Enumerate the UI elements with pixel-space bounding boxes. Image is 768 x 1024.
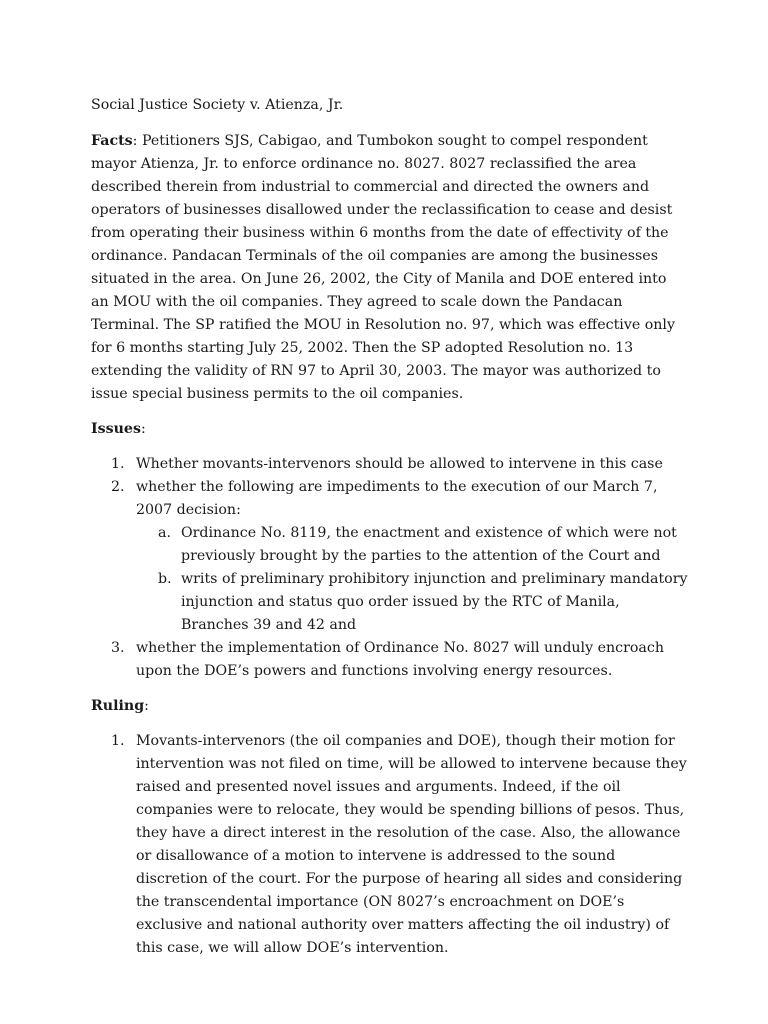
facts-label: Facts (91, 133, 133, 149)
issue-item-2 (91, 476, 688, 637)
issues-list (91, 453, 688, 683)
issue-text-2: whether the following are impediments to the execution of our March 7, 2007 decision: (136, 479, 658, 518)
issue-2-subitem-a-text: Ordinance No. 8119, the enactment and existence of which were not previously brought by the parties to the attention of the Court and (181, 525, 677, 564)
issues-heading (91, 418, 688, 441)
issue-text-1: Whether movants-intervenors should be allowed to intervene in this case (136, 456, 663, 472)
issues-label: Issues (91, 421, 141, 437)
facts-text: : Petitioners SJS, Cabigao, and Tumbokon sought to compel respondent mayor Atienza, Jr. to enforce ordinance no. 8027. 8027 reclassified the area described therein from industrial to commercial and directed the owners and operators of businesses disallowed under the reclassification to cease and desist from operating their business within 6 months from the date of effectivity of the ordinance. Pandacan Terminals of the oil companies are among the businesses situated in the area. On June 26, 2002, the City of Manila and DOE entered into an MOU with the oil companies. They agreed to scale down the Pandacan Terminal. The SP ratified the MOU in Resolution no. 97, which was effective only for 6 months starting July 25, 2002. Then the SP adopted Resolution no. 13 extending the validity of RN 97 to April 30, 2003. The mayor was authorized to issue special business permits to the oil companies. (91, 133, 675, 402)
ruling-item-1 (91, 730, 688, 960)
issues-colon: : (140, 421, 146, 437)
ruling-marker-1: 1. (111, 733, 125, 749)
issue-marker-2: 2. (111, 479, 125, 495)
issue-2-subitem-b-marker: b. (158, 571, 172, 587)
issue-marker-1: 1. (111, 456, 125, 472)
ruling-text-1: Movants-intervenors (the oil companies and DOE), though their motion for intervention was not filed on time, will be allowed to intervene because they raised and presented novel issues and arguments. Indeed, if the oil companies were to relocate, they would be spending billions of pesos. Thus, they have a direct interest in the resolution of the case. Also, the allowance or disallowance of a motion to intervene is addressed to the sound discretion of the court. For the purpose of hearing all sides and considering the transcendental importance (ON 8027’s encroachment on DOE’s exclusive and national authority over matters affecting the oil industry) of this case, we will allow DOE’s intervention. (136, 733, 687, 956)
issue-item-1 (91, 453, 688, 476)
issue-2-sublist (136, 522, 688, 637)
ruling-list (91, 730, 688, 960)
issue-item-3 (91, 637, 688, 683)
facts-paragraph (91, 130, 688, 406)
ruling-heading (91, 695, 688, 718)
document-title: Social Justice Society v. Atienza, Jr. (91, 97, 344, 113)
issue-2-subitem-a (136, 522, 688, 568)
issue-marker-3: 3. (111, 640, 125, 656)
issue-2-subitem-b-text: writs of preliminary prohibitory injunction and preliminary mandatory injunction and status quo order issued by the RTC of Manila, Branches 39 and 42 and (181, 571, 688, 633)
issue-2-subitem-a-marker: a. (158, 525, 171, 541)
issue-2-subitem-b (136, 568, 688, 637)
ruling-label: Ruling (91, 698, 145, 714)
issue-text-3: whether the implementation of Ordinance No. 8027 will unduly encroach upon the DOE’s powers and functions involving energy resources. (136, 640, 664, 679)
ruling-colon: : (144, 698, 149, 714)
